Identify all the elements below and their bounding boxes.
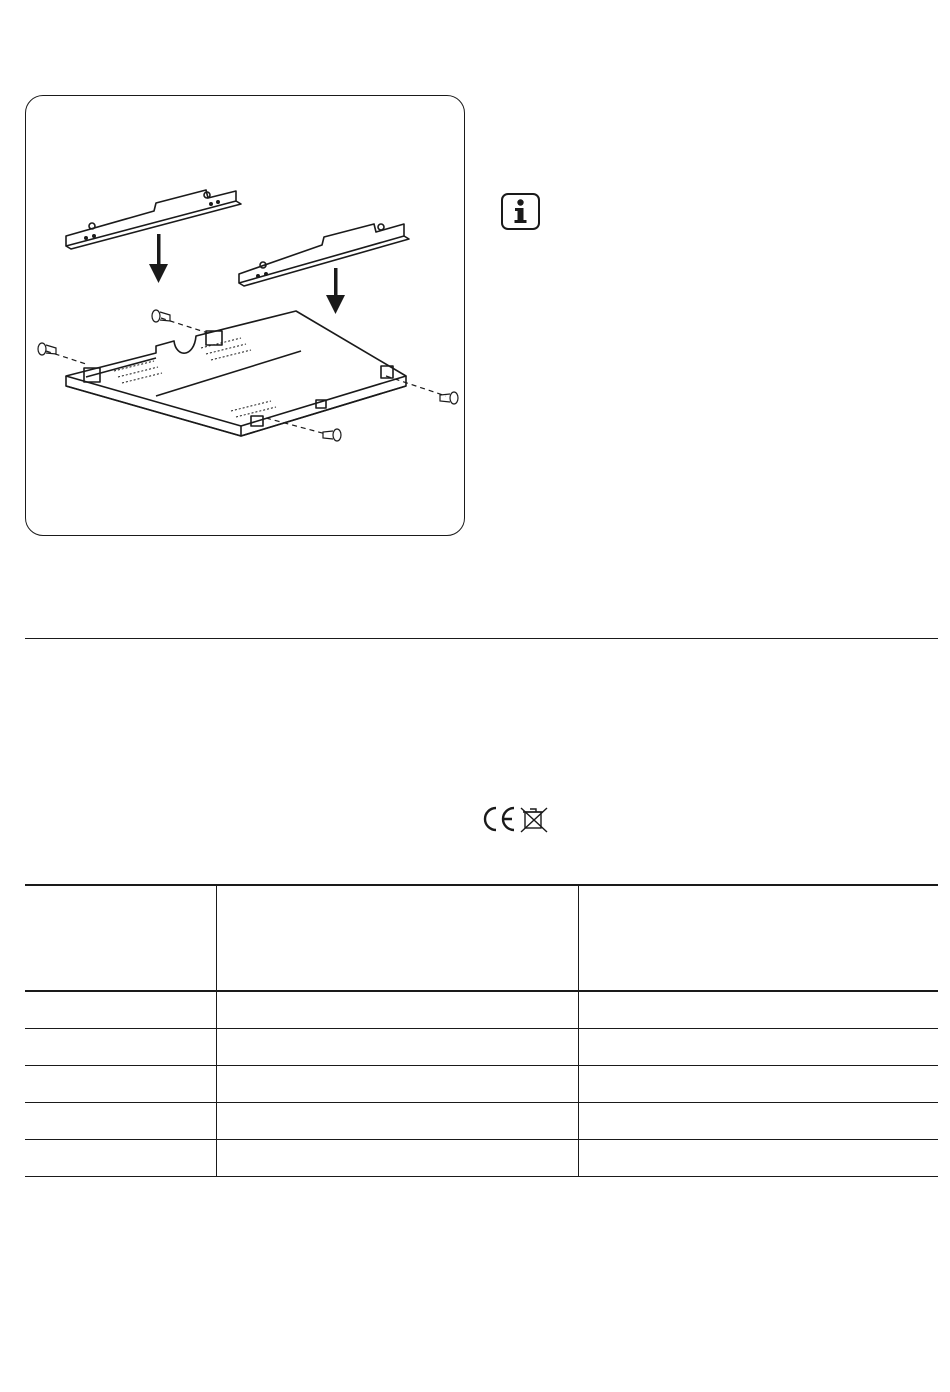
spec-table (25, 884, 938, 1177)
table-cell (216, 1029, 578, 1066)
header-cell (25, 885, 216, 991)
table-cell (578, 1029, 938, 1066)
table-cell (216, 991, 578, 1029)
bracket-right-icon (239, 224, 409, 286)
assembly-figure (25, 95, 465, 536)
table-cell (578, 991, 938, 1029)
table-row (25, 1029, 938, 1066)
table-cell (25, 1103, 216, 1140)
table-row (25, 1066, 938, 1103)
table-cell (25, 1029, 216, 1066)
table-row (25, 1103, 938, 1140)
table-cell (578, 1140, 938, 1177)
header-cell (216, 885, 578, 991)
section-divider (25, 638, 938, 639)
table-row (25, 991, 938, 1029)
table-cell (578, 1066, 938, 1103)
table-header-row (25, 885, 938, 991)
table-cell (216, 1066, 578, 1103)
assembly-drawing (26, 96, 466, 537)
table-row (25, 1140, 938, 1177)
tray-icon (66, 311, 406, 436)
ce-weee-marks-icon (481, 804, 551, 834)
table-cell (216, 1140, 578, 1177)
table-cell (25, 991, 216, 1029)
table-cell (216, 1103, 578, 1140)
bracket-left-icon (66, 190, 241, 249)
table-cell (578, 1103, 938, 1140)
table-cell (25, 1066, 216, 1103)
table-cell (25, 1140, 216, 1177)
compliance-marks (481, 804, 551, 834)
header-cell (578, 885, 938, 991)
info-icon (501, 193, 540, 230)
